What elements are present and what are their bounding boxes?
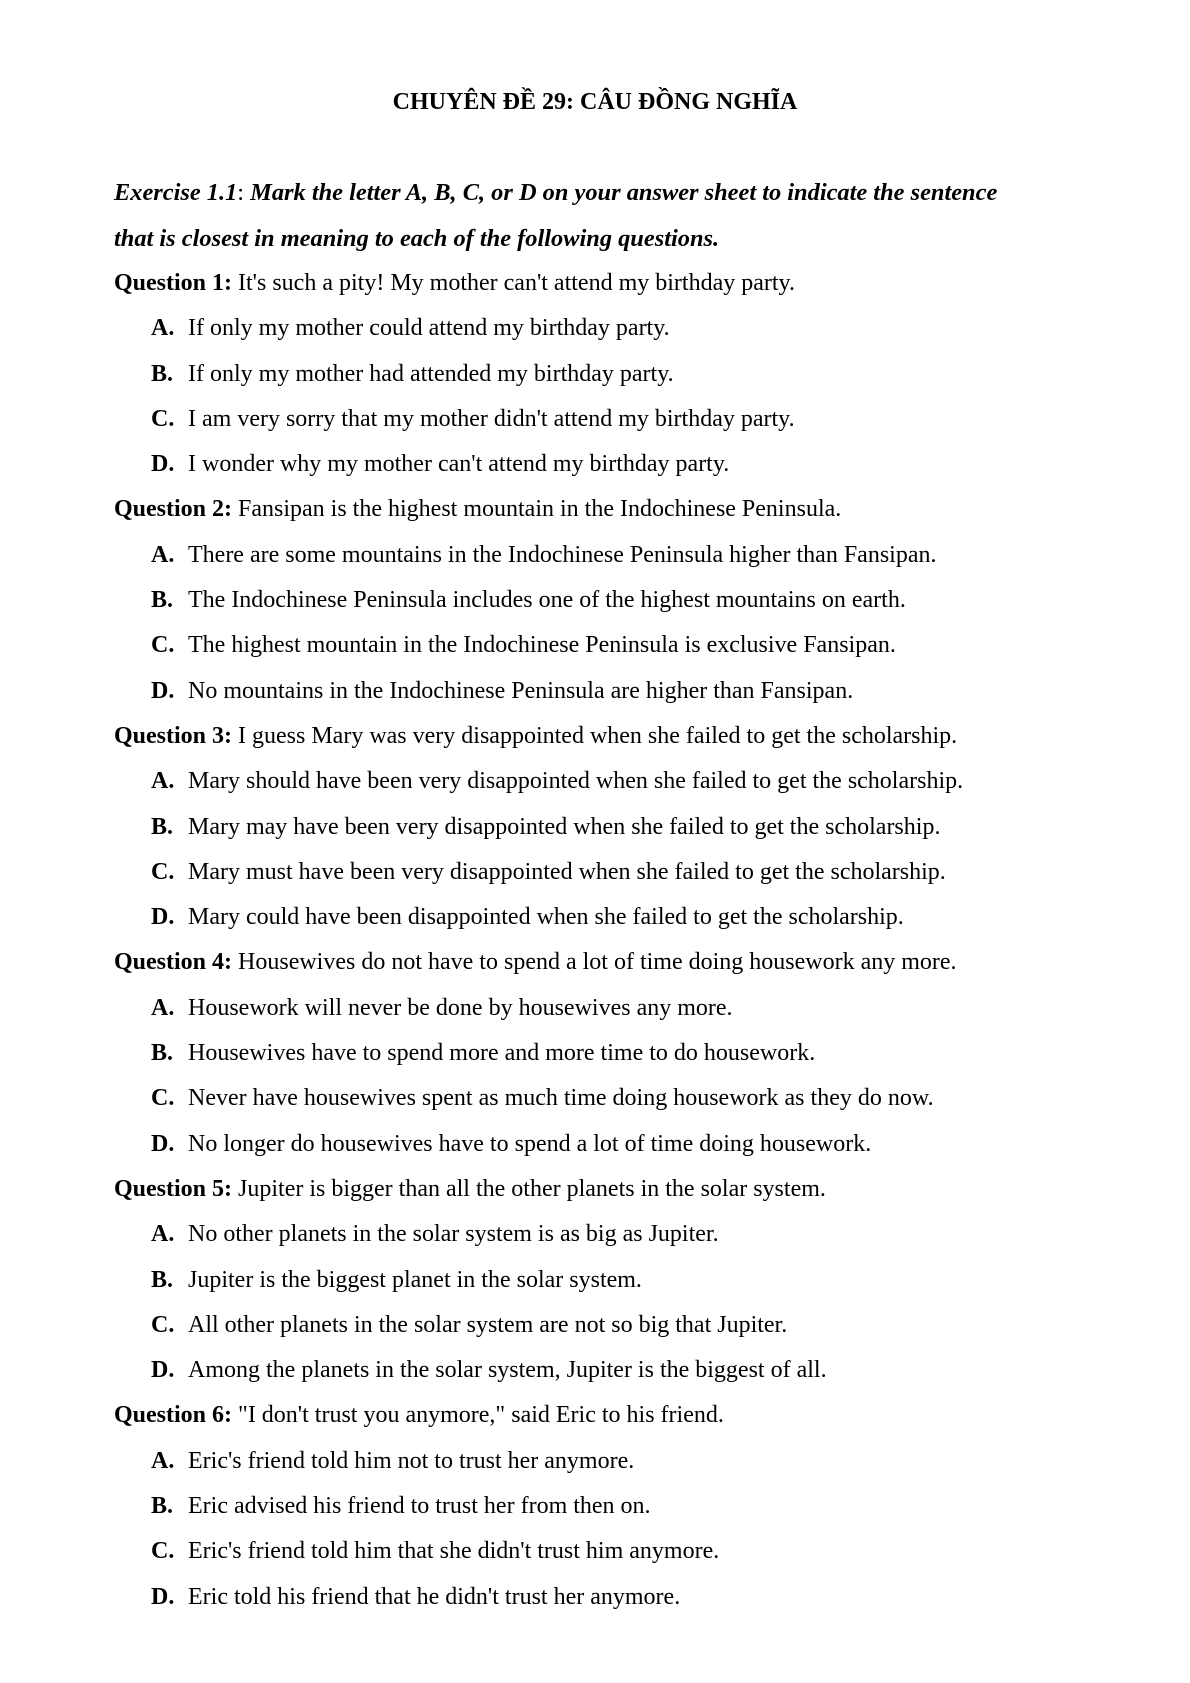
option-letter: D.	[151, 451, 175, 478]
option-letter: D.	[151, 1357, 175, 1384]
question-text: I guess Mary was very disappointed when she failed to get the scholarship.	[238, 722, 958, 749]
option-letter: A.	[151, 994, 175, 1021]
answer-option	[151, 1575, 1094, 1620]
answer-option	[151, 1122, 1094, 1167]
option-letter: D.	[151, 904, 175, 931]
exercise-content	[114, 170, 1094, 1620]
question-label: Question 6:	[114, 1402, 233, 1429]
answer-option	[151, 669, 1094, 714]
question-block	[114, 940, 1094, 1166]
option-letter: B.	[151, 1266, 174, 1293]
option-letter: D.	[151, 677, 175, 704]
answer-option	[151, 850, 1094, 895]
option-letter: D.	[151, 1130, 175, 1157]
answer-option	[151, 1529, 1094, 1574]
question-label: Question 5:	[114, 1175, 233, 1202]
option-letter: B.	[151, 360, 174, 387]
option-letter: A.	[151, 541, 175, 568]
option-text: Eric told his friend that he didn't trust her anymore.	[188, 1583, 681, 1610]
option-text: No mountains in the Indochinese Peninsula are higher than Fansipan.	[188, 677, 854, 704]
option-text: Housework will never be done by housewives any more.	[188, 994, 733, 1021]
question-label: Question 3:	[114, 722, 233, 749]
answer-option	[151, 1212, 1094, 1257]
option-text: There are some mountains in the Indochinese Peninsula higher than Fansipan.	[188, 541, 937, 568]
option-text: No longer do housewives have to spend a lot of time doing housework.	[188, 1130, 872, 1157]
option-text: If only my mother had attended my birthday party.	[188, 360, 674, 387]
answer-option	[151, 397, 1094, 442]
option-letter: B.	[151, 587, 174, 614]
option-text: Mary must have been very disappointed when she failed to get the scholarship.	[188, 858, 946, 885]
question-label: Question 2:	[114, 496, 233, 523]
answer-option	[151, 352, 1094, 397]
option-letter: C.	[151, 405, 175, 432]
option-text: Eric's friend told him that she didn't trust him anymore.	[188, 1538, 720, 1565]
option-text: Housewives have to spend more and more time to do housework.	[188, 1040, 816, 1067]
question-label: Question 1:	[114, 270, 233, 296]
question-text: Housewives do not have to spend a lot of time doing housework any more.	[238, 949, 957, 976]
question-block	[114, 1167, 1094, 1393]
answer-option	[151, 805, 1094, 850]
option-text: Mary could have been disappointed when she failed to get the scholarship.	[188, 904, 904, 931]
exercise-separator: :	[237, 179, 251, 206]
option-letter: C.	[151, 1085, 175, 1112]
option-text: Mary should have been very disappointed when she failed to get the scholarship.	[188, 768, 964, 795]
page-title: CHUYÊN ĐỀ 29: CÂU ĐỒNG NGHĨA	[392, 89, 798, 115]
answer-option	[151, 1303, 1094, 1348]
exercise-instruction-line2: that is closest in meaning to each of the following questions.	[114, 224, 720, 252]
question-text: "I don't trust you anymore," said Eric to his friend.	[238, 1402, 724, 1429]
option-text: Mary may have been very disappointed when she failed to get the scholarship.	[188, 813, 941, 840]
question-line	[114, 940, 1094, 985]
answer-option	[151, 759, 1094, 804]
option-text: Eric advised his friend to trust her from then on.	[188, 1493, 651, 1520]
question-block	[114, 487, 1094, 713]
option-text: Eric's friend told him not to trust her anymore.	[188, 1447, 635, 1474]
exercise-instruction-line1: Mark the letter A, B, C, or D on your answer sheet to indicate the sentence	[250, 179, 998, 206]
exercise-label: Exercise 1.1	[114, 179, 238, 206]
option-text: I am very sorry that my mother didn't attend my birthday party.	[188, 405, 795, 432]
answer-option	[151, 895, 1094, 940]
option-letter: C.	[151, 1538, 175, 1565]
option-text: If only my mother could attend my birthday party.	[188, 315, 670, 342]
option-letter: C.	[151, 858, 175, 885]
option-letter: A.	[151, 315, 175, 342]
answer-option	[151, 578, 1094, 623]
answer-option	[151, 1484, 1094, 1529]
question-block	[114, 261, 1094, 487]
exercise-instruction-cont	[114, 216, 1094, 262]
question-line	[114, 487, 1094, 532]
question-line	[114, 714, 1094, 759]
answer-option	[151, 986, 1094, 1031]
answer-option	[151, 1076, 1094, 1121]
option-letter: C.	[151, 632, 175, 659]
option-letter: B.	[151, 813, 174, 840]
question-text: Jupiter is bigger than all the other planets in the solar system.	[238, 1175, 826, 1202]
question-text: Fansipan is the highest mountain in the Indochinese Peninsula.	[238, 496, 842, 523]
option-letter: A.	[151, 768, 175, 795]
question-list	[114, 261, 1094, 1620]
answer-option	[151, 442, 1094, 487]
option-text: The highest mountain in the Indochinese Peninsula is exclusive Fansipan.	[188, 632, 896, 659]
option-letter: A.	[151, 1221, 175, 1248]
exercise-instruction	[114, 170, 1094, 216]
option-letter: B.	[151, 1493, 174, 1520]
question-label: Question 4:	[114, 949, 233, 976]
option-letter: C.	[151, 1311, 175, 1338]
answer-option	[151, 533, 1094, 578]
question-block	[114, 1393, 1094, 1619]
question-line	[114, 1167, 1094, 1212]
question-block	[114, 714, 1094, 940]
option-text: No other planets in the solar system is as big as Jupiter.	[188, 1221, 719, 1248]
answer-option	[151, 1258, 1094, 1303]
option-text: Jupiter is the biggest planet in the solar system.	[188, 1266, 642, 1293]
option-text: Among the planets in the solar system, Jupiter is the biggest of all.	[188, 1357, 827, 1384]
question-line	[114, 261, 1094, 306]
option-text: The Indochinese Peninsula includes one of the highest mountains on earth.	[188, 587, 906, 614]
answer-option	[151, 1348, 1094, 1393]
answer-option	[151, 1031, 1094, 1076]
question-line	[114, 1393, 1094, 1438]
option-letter: D.	[151, 1583, 175, 1610]
option-text: I wonder why my mother can't attend my birthday party.	[188, 451, 730, 478]
option-letter: B.	[151, 1040, 174, 1067]
answer-option	[151, 306, 1094, 351]
option-text: All other planets in the solar system are not so big that Jupiter.	[188, 1311, 788, 1338]
option-letter: A.	[151, 1447, 175, 1474]
answer-option	[151, 1439, 1094, 1484]
option-text: Never have housewives spent as much time doing housework as they do now.	[188, 1085, 934, 1112]
question-text: It's such a pity! My mother can't attend my birthday party.	[238, 270, 795, 296]
answer-option	[151, 623, 1094, 668]
